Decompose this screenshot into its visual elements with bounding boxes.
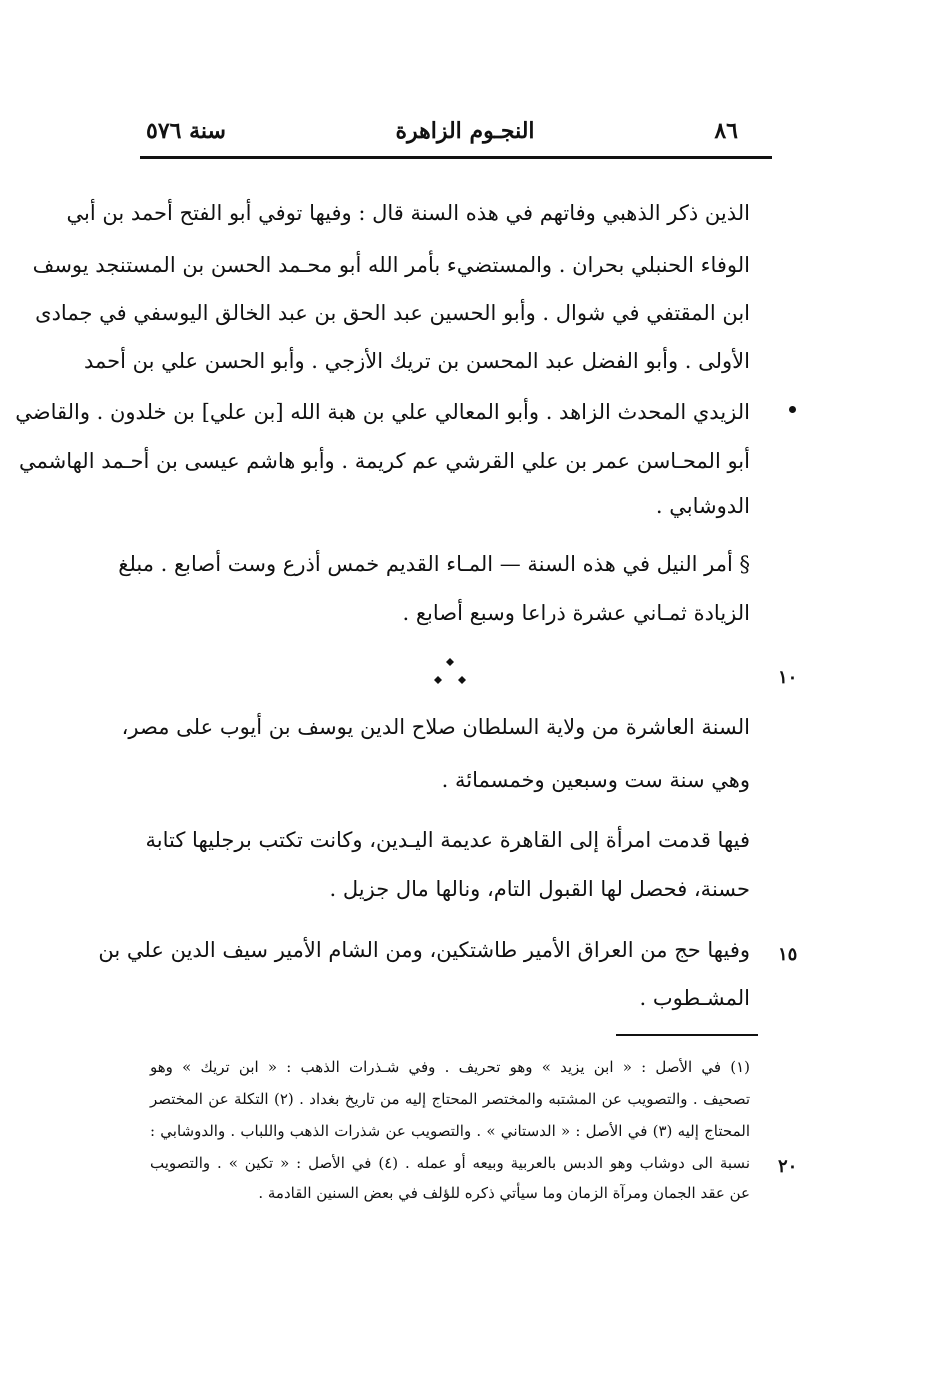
body-line: السنة العاشرة من ولاية السلطان صلاح الدين يوسف بن أيوب على مصر، <box>121 715 750 739</box>
body-line: أبو المحـاسن عمر بن علي القرشي عم كريمة . وأبو هاشم عيسى بن أحـمد الهاشمي <box>18 449 750 473</box>
footnote-line: نسبة الى دوشاب وهو الدبس بالعربية وبيعه أو عمله . (٤) في الأصل : « تكين » . والتصويب <box>150 1154 750 1172</box>
body-line: الوفاء الحنبلي بحران . والمستضيء بأمر الله أبو محـمد الحسن بن المستنجد يوسف <box>32 253 750 277</box>
body-line: وفيها حج من العراق الأمير طاشتكين، ومن الشام الأمير سيف الدين علي بن <box>98 938 750 962</box>
footnote-line: تصحيف . والتصويب عن المشتبه والمختصر المحتاج إليه من تاريخ بغداد . (٢) التكلة عن المختصر <box>150 1090 751 1108</box>
footnote-line: عن عقد الجمان ومرآة الزمان وما سيأتي ذكره للؤلف في بعض السنين القادمة . <box>258 1184 750 1202</box>
body-line: وهي سنة ست وسبعين وخمسمائة . <box>441 768 750 792</box>
year-heading: سنة ٥٧٦ <box>146 118 226 144</box>
body-line: § أمر النيل في هذه السنة — المـاء القديم خمس أذرع وست أصابع . مبلغ <box>118 552 750 576</box>
footnote-separator <box>616 1034 758 1036</box>
asterism-ornament-icon <box>428 656 472 690</box>
running-title: النجـوم الزاهرة <box>395 118 535 144</box>
body-line: الزيادة ثمـاني عشرة ذراعا وسبع أصابع . <box>402 601 750 625</box>
footnote-line: المحتاج إليه (٣) في الأصل : « الدستاني » . والتصويب عن شذرات الذهب واللباب . والدوشابي : <box>150 1122 750 1140</box>
footnote-line: (١) في الأصل : « ابن يزيد » وهو تحريف . وفي شـذرات الذهب : « ابن تريك » وهو <box>150 1058 750 1076</box>
body-line: المشـطوب . <box>639 986 750 1010</box>
header-rule <box>140 156 772 159</box>
body-line: الزيدي المحدث الزاهد . وأبو المعالي علي بن هبة الله [بن علي] بن خلدون . والقاضي <box>15 400 750 424</box>
body-line: حسنة، فحصل لها القبول التام، ونالها مال جزيل . <box>329 877 750 901</box>
body-line: الذين ذكر الذهبي وفاتهم في هذه السنة قال : وفيها توفي أبو الفتح أحمد بن أبي <box>66 201 750 225</box>
body-line: الدوشابي . <box>655 494 750 518</box>
margin-line-number: ١٥ <box>778 944 798 965</box>
margin-line-number: ١٠ <box>778 667 798 688</box>
body-line: الأولى . وأبو الفضل عبد المحسن بن تريك الأزجي . وأبو الحسن علي بن أحمد <box>83 349 750 373</box>
body-line: فيها قدمت امرأة إلى القاهرة عديمة اليـدين، وكانت تكتب برجليها كتابة <box>145 828 750 852</box>
margin-line-number: ٢٠ <box>778 1156 798 1177</box>
margin-marker-dot <box>789 406 796 413</box>
body-line: ابن المقتفي في شوال . وأبو الحسين عبد الحق بن عبد الخالق اليوسفي في جمادى <box>35 301 750 325</box>
page-number: ٨٦ <box>714 118 738 144</box>
